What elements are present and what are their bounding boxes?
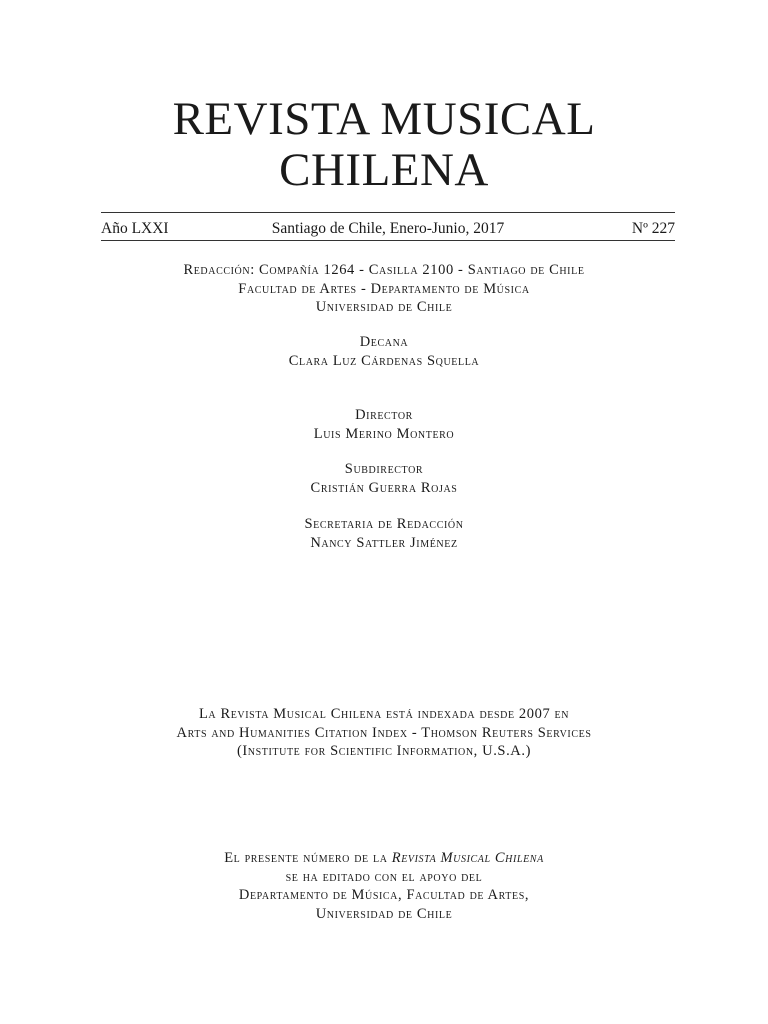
indexing-line-1: La Revista Musical Chilena está indexada desde 2007 en xyxy=(198,706,570,722)
dean-role: Decana xyxy=(359,334,409,350)
journal-title-line-2: CHILENA xyxy=(279,144,489,196)
issue-info-line xyxy=(101,219,675,239)
journal-title-line-1: REVISTA MUSICAL xyxy=(172,93,596,145)
subdirector-role: Subdirector xyxy=(344,461,424,477)
secretary-role: Secretaria de Redacción xyxy=(304,516,464,532)
indexing-line-2: Arts and Humanities Citation Index - Thomson Reuters Services xyxy=(176,724,592,741)
support-line-4: Universidad de Chile xyxy=(315,905,453,922)
editorial-address xyxy=(0,261,768,317)
bottom-rule xyxy=(101,240,675,241)
subdirector-name: Cristián Guerra Rojas xyxy=(310,479,458,496)
editorial-address-line-1: Redacción: Compañía 1264 - Casilla 2100 - Santiago de Chile xyxy=(183,262,585,278)
support-line-3: Departamento de Música, Facultad de Artes, xyxy=(238,887,530,903)
indexing-line-3: (Institute for Scientific Information, U.S.A.) xyxy=(236,743,532,759)
support-notice xyxy=(0,849,768,923)
support-journal-name: Revista Musical Chilena xyxy=(391,850,544,866)
indexing-notice xyxy=(0,705,768,761)
support-line-2: se ha editado con el apoyo del xyxy=(285,868,483,885)
top-rule xyxy=(101,212,675,213)
editorial-address-line-3: Universidad de Chile xyxy=(315,299,453,315)
director-role: Director xyxy=(355,407,413,423)
dean-name: Clara Luz Cárdenas Squella xyxy=(288,352,480,369)
director-name: Luis Merino Montero xyxy=(313,425,455,442)
journal-title xyxy=(0,94,768,196)
director-block xyxy=(0,406,768,443)
issue-year: Año LXXI xyxy=(101,220,169,237)
subdirector-block xyxy=(0,460,768,497)
editorial-address-line-2: Facultad de Artes - Departamento de Música xyxy=(238,280,530,297)
support-line-1 xyxy=(0,849,768,868)
support-line-1-prefix: El presente número de la xyxy=(224,850,392,866)
dean-block xyxy=(0,333,768,370)
issue-place-date: Santiago de Chile, Enero-Junio, 2017 xyxy=(271,220,505,237)
issue-number: Nº 227 xyxy=(631,220,675,237)
secretary-block xyxy=(0,515,768,552)
secretary-name: Nancy Sattler Jiménez xyxy=(310,534,458,551)
